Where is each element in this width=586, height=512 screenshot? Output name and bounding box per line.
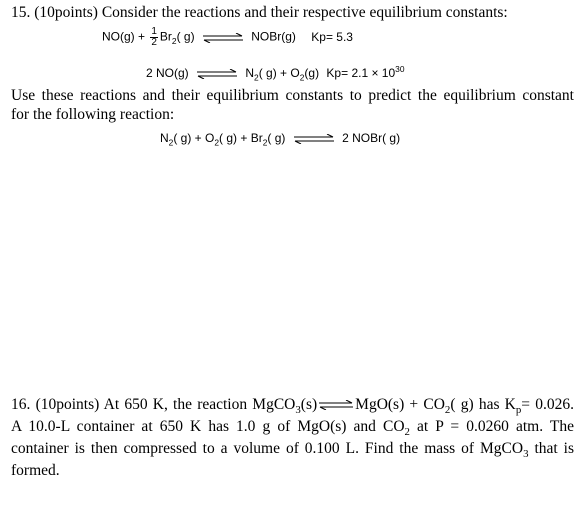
reaction-2-mid: ( g) + O — [258, 66, 300, 80]
reaction-2-kp-base: Kp= 2.1 × 10 — [326, 66, 396, 80]
reaction-2 — [146, 64, 405, 83]
reaction-1-br-state: ( g) — [176, 29, 195, 44]
reaction-1-left-a: NO(g) + — [102, 29, 149, 44]
reaction-2-o-sub: 2 — [299, 72, 305, 83]
q16-line-1-sub-1: 3 — [295, 404, 301, 417]
q16-line-3-a: container is then compressed to a volume of 0.100 L. Find the mass of MgCO — [11, 440, 524, 457]
equilibrium-arrow-icon — [293, 134, 335, 144]
equilibrium-arrow-icon — [318, 400, 354, 410]
reaction-1-br-sub: 2 — [171, 36, 177, 47]
q15-header: 15. (10points) Consider the reactions and their respective equilibrium constants: — [11, 4, 508, 21]
fraction-numerator: 1 — [151, 26, 157, 37]
reaction-3-o: ( g) + O — [173, 131, 215, 145]
instruction-line-1: Use these reactions and their equilibrium constants to predict the equilibrium constant — [11, 87, 574, 104]
q16-line-3-sub: 3 — [523, 448, 529, 461]
q16-line-2-sub: 2 — [404, 426, 410, 439]
reaction-1-kp: Kp= 5.3 — [311, 29, 353, 44]
equilibrium-arrow-icon — [202, 33, 244, 43]
reaction-2-kp — [326, 66, 404, 80]
q16-line-3-b: that is — [528, 440, 574, 457]
reaction-3 — [160, 131, 401, 148]
instruction-line-2: for the following reaction: — [11, 106, 175, 123]
q16-line-1-a: 16. (10points) At 650 K, the reaction MgCO — [11, 396, 296, 413]
reaction-3-n: N — [160, 131, 169, 145]
reaction-2-n: N — [245, 66, 255, 80]
q16-line-2-a: A 10.0-L container at 650 K has 1.0 g of MgO(s) and CO — [11, 418, 405, 435]
reaction-1 — [102, 27, 353, 48]
reaction-3-o-sub: 2 — [214, 137, 220, 148]
reaction-3-br-sub: 2 — [262, 137, 268, 148]
reaction-3-n-sub: 2 — [168, 137, 174, 148]
reaction-3-product: 2 NOBr( g) — [342, 131, 401, 145]
q16-line-1 — [11, 396, 574, 417]
one-half-fraction — [150, 27, 158, 48]
reaction-2-end: (g) — [304, 66, 320, 80]
reaction-1-br: Br — [159, 29, 172, 44]
reaction-2-n-sub: 2 — [254, 72, 259, 83]
q16-line-1-sub-3: p — [515, 404, 522, 417]
equilibrium-arrow-icon — [196, 69, 238, 79]
q16-line-2 — [11, 418, 574, 439]
q16-line-3 — [11, 440, 574, 461]
q16-line-1-d: ( g) has K — [450, 396, 516, 413]
reaction-1-product: NOBr(g) — [251, 29, 296, 44]
fraction-denominator: 2 — [151, 37, 157, 48]
q16-line-1-b: (s) — [300, 396, 318, 413]
reaction-3-br-state: ( g) — [267, 131, 286, 145]
reaction-3-br: ( g) + Br — [219, 131, 263, 145]
q16-line-2-b: at P = 0.0260 atm. The — [409, 418, 574, 435]
q16-line-4: formed. — [11, 462, 60, 479]
q16-line-1-sub-2: 2 — [444, 404, 451, 417]
reaction-2-left: 2 NO(g) — [146, 66, 189, 80]
q16-line-1-e: = 0.026. — [521, 396, 574, 413]
q16-line-1-c: MgO(s) + CO — [355, 396, 445, 413]
reaction-2-kp-exponent: 30 — [395, 64, 405, 74]
